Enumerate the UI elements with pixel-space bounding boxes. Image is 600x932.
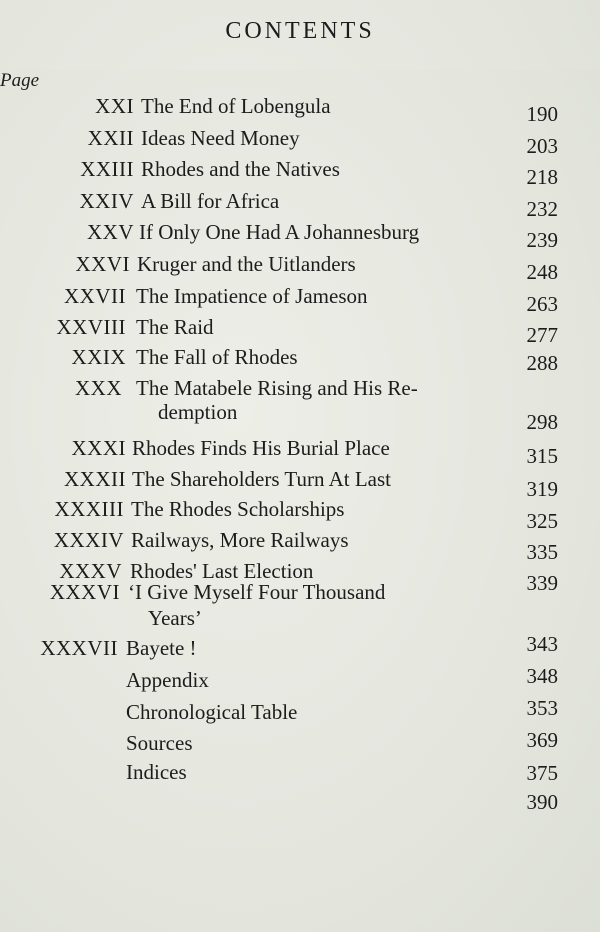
chapter-number: XXIII [80, 157, 134, 181]
toc-row [0, 436, 600, 468]
chapter-title: Rhodes Finds His Burial Place [132, 436, 390, 460]
toc-row [0, 157, 600, 189]
toc-row [0, 284, 600, 316]
chapter-title-continued: demption [158, 400, 238, 424]
toc-row [0, 376, 600, 440]
chapter-title: Rhodes and the Natives [141, 157, 340, 181]
chapter-number: XXIX [71, 345, 126, 369]
chapter-title: The Matabele Rising and His Re- [136, 376, 418, 400]
chapter-title: The End of Lobengula [141, 94, 331, 118]
chapter-title: The Fall of Rhodes [136, 345, 298, 369]
page-number: 248 [526, 260, 558, 284]
page-number: 277 [526, 323, 558, 347]
page-number: 375 [526, 761, 558, 785]
chapter-title: The Shareholders Turn At Last [132, 467, 391, 491]
chapter-title: The Impatience of Jameson [136, 284, 368, 308]
chapter-title: The Raid [136, 315, 214, 339]
page-number: 390 [526, 790, 558, 814]
chapter-number: XXXII [64, 467, 126, 491]
page-number: 203 [526, 134, 558, 158]
toc-row [0, 497, 600, 533]
toc-row [0, 220, 600, 252]
chapter-title: Kruger and the Uitlanders [137, 252, 356, 276]
chapter-number: XXVII [64, 284, 126, 308]
page-number: 218 [526, 165, 558, 189]
chapter-number: XXI [95, 94, 134, 118]
toc-row [0, 94, 600, 126]
chapter-number: XXIV [79, 189, 134, 213]
toc-row [0, 126, 600, 158]
page-number: 319 [526, 477, 558, 501]
page-number: 190 [526, 102, 558, 126]
back-matter-title: Sources [126, 731, 193, 755]
page-number: 298 [526, 410, 558, 434]
toc-row [0, 528, 600, 564]
page-number: 339 [526, 571, 558, 595]
toc-row [0, 252, 600, 284]
page-number: 315 [526, 444, 558, 468]
chapter-title: Ideas Need Money [141, 126, 300, 150]
chapter-number: XXII [87, 126, 134, 150]
page-number: 288 [526, 351, 558, 375]
chapter-number: XXVI [75, 252, 130, 276]
page-number: 343 [526, 632, 558, 656]
chapter-title: Bayete ! [126, 636, 197, 660]
back-matter-title: Appendix [126, 668, 209, 692]
chapter-title: Railways, More Railways [131, 528, 349, 552]
chapter-title: Rhodes' Last Election [130, 559, 314, 583]
chapter-title: If Only One Had A Johannesburg [139, 220, 420, 244]
page-number: 348 [526, 664, 558, 688]
page-number: 335 [526, 540, 558, 564]
chapter-number: XXXIII [54, 497, 124, 521]
toc-row [0, 189, 600, 221]
chapter-number: XXV [87, 220, 134, 244]
page-number: 263 [526, 292, 558, 316]
chapter-number: XXX [75, 376, 122, 400]
chapter-title: A Bill for Africa [141, 189, 280, 213]
chapter-number: XXXVII [40, 636, 118, 660]
chapter-number: XXVIII [56, 315, 126, 339]
back-matter-title: Chronological Table [126, 700, 298, 724]
chapter-number: XXXIV [53, 528, 124, 552]
chapter-title: The Rhodes Scholarships [131, 497, 345, 521]
chapter-number: XXXVI [49, 580, 120, 604]
chapter-title-continued: Years’ [148, 606, 202, 630]
chapter-number: XXXI [71, 436, 126, 460]
page-number: 239 [526, 228, 558, 252]
page-column-header: Page [0, 70, 600, 932]
toc-row [0, 345, 600, 377]
page-number: 325 [526, 509, 558, 533]
back-matter-title: Indices [126, 760, 187, 784]
page-number: 369 [526, 728, 558, 752]
toc-row [0, 315, 600, 347]
page-number: 353 [526, 696, 558, 720]
page-number: 232 [526, 197, 558, 221]
toc-row [0, 467, 600, 499]
toc-row [0, 760, 600, 814]
chapter-title: ‘I Give Myself Four Thousand [128, 580, 386, 604]
chapter-number: XXXV [59, 559, 122, 583]
page-title: CONTENTS [225, 18, 375, 44]
